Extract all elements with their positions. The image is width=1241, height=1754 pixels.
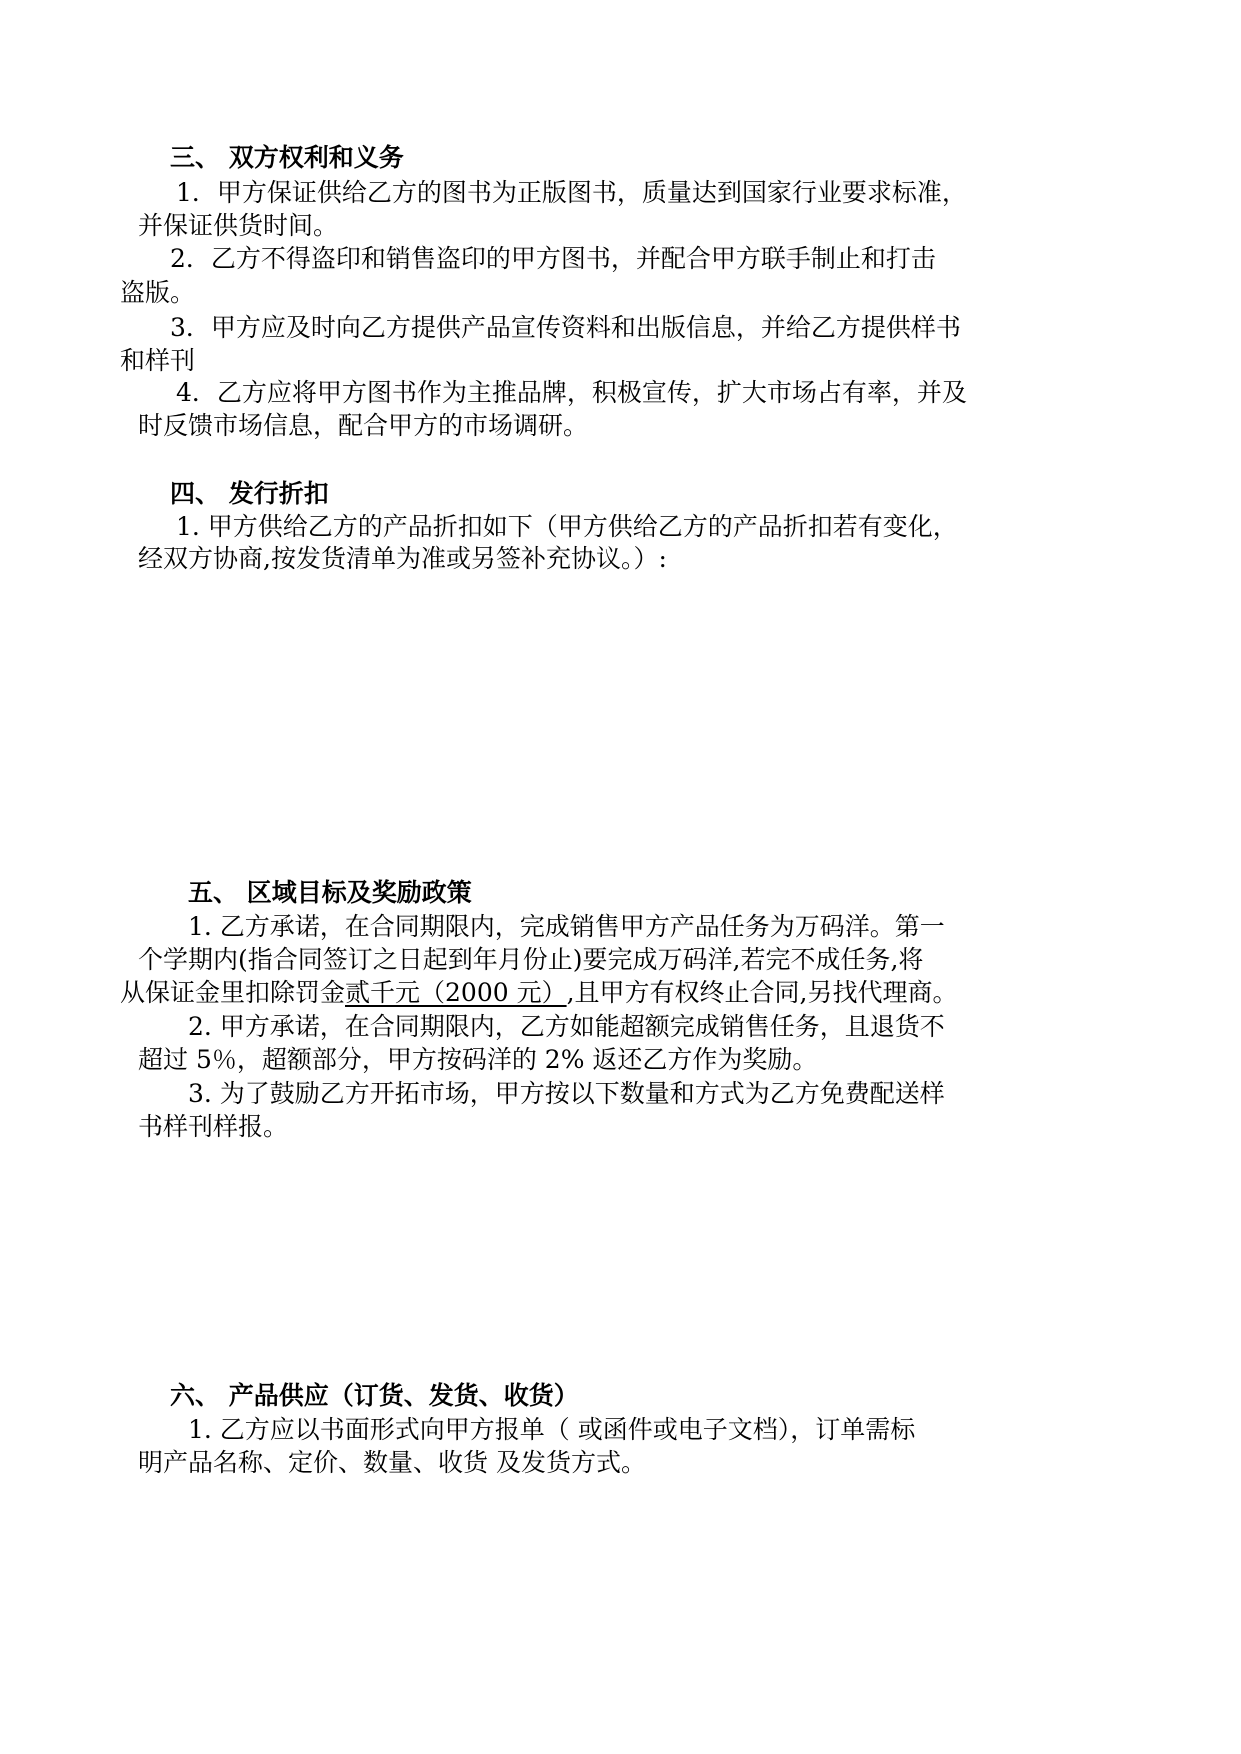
section-3-clause-3-line-2: 和样刊 [120,346,196,375]
section-5-clause-1-line-3 [120,977,958,1009]
section-3-clause-2-line-2: 盗版。 [120,278,196,307]
section-6-heading: 六、 产品供应（订货、发货、收货） [170,1381,579,1410]
penalty-text-before: 从保证金里扣除罚金 [120,978,346,1007]
section-3-clause-3-line-1: 3．甲方应及时向乙方提供产品宣传资料和出版信息，并给乙方提供样书 [170,313,961,342]
section-5-clause-1-line-2: 个学期内(指合同签订之日起到年月份止)要完成万码洋,若完不成任务,将 [138,945,924,974]
section-5-heading: 五、 区域目标及奖励政策 [188,878,472,907]
section-5-clause-1-line-1: 1. 乙方承诺，在合同期限内，完成销售甲方产品任务为万码洋。第一 [188,912,945,941]
penalty-amount: 贰千元（2000 元） [345,978,567,1007]
section-3-clause-1-line-1: 1．甲方保证供给乙方的图书为正版图书，质量达到国家行业要求标准， [176,178,967,207]
penalty-text-after: ,且甲方有权终止合同,另找代理商。 [566,978,958,1007]
section-3-clause-1-line-2: 并保证供货时间。 [138,211,339,240]
section-3-clause-2-line-1: 2．乙方不得盗印和销售盗印的甲方图书，并配合甲方联手制止和打击 [170,244,936,273]
section-4-clause-1-line-1: 1. 甲方供给乙方的产品折扣如下（甲方供给乙方的产品折扣若有变化， [176,512,958,541]
section-4-clause-1-line-2: 经双方协商,按发货清单为准或另签补充协议。）: [138,544,667,573]
section-5-clause-3-line-1: 3. 为了鼓励乙方开拓市场，甲方按以下数量和方式为乙方免费配送样 [188,1079,945,1108]
section-5-clause-2-line-1: 2. 甲方承诺，在合同期限内，乙方如能超额完成销售任务，且退货不 [188,1012,945,1041]
section-6-clause-1-line-2: 明产品名称、定价、数量、收货 及发货方式。 [138,1448,646,1477]
section-5-clause-3-line-2: 书样刊样报。 [138,1112,289,1141]
section-6-clause-1-line-1: 1. 乙方应以书面形式向甲方报单（ 或函件或电子文档），订单需标 [188,1415,916,1444]
section-5-clause-2-line-2: 超过 5％，超额部分，甲方按码洋的 2% 返还乙方作为奖励。 [138,1045,818,1074]
section-3-clause-4-line-1: 4．乙方应将甲方图书作为主推品牌，积极宣传，扩大市场占有率，并及 [176,378,967,407]
section-3-heading: 三、 双方权利和义务 [170,143,404,172]
section-4-heading: 四、 发行折扣 [170,479,329,508]
section-3-clause-4-line-2: 时反馈市场信息，配合甲方的市场调研。 [138,411,589,440]
